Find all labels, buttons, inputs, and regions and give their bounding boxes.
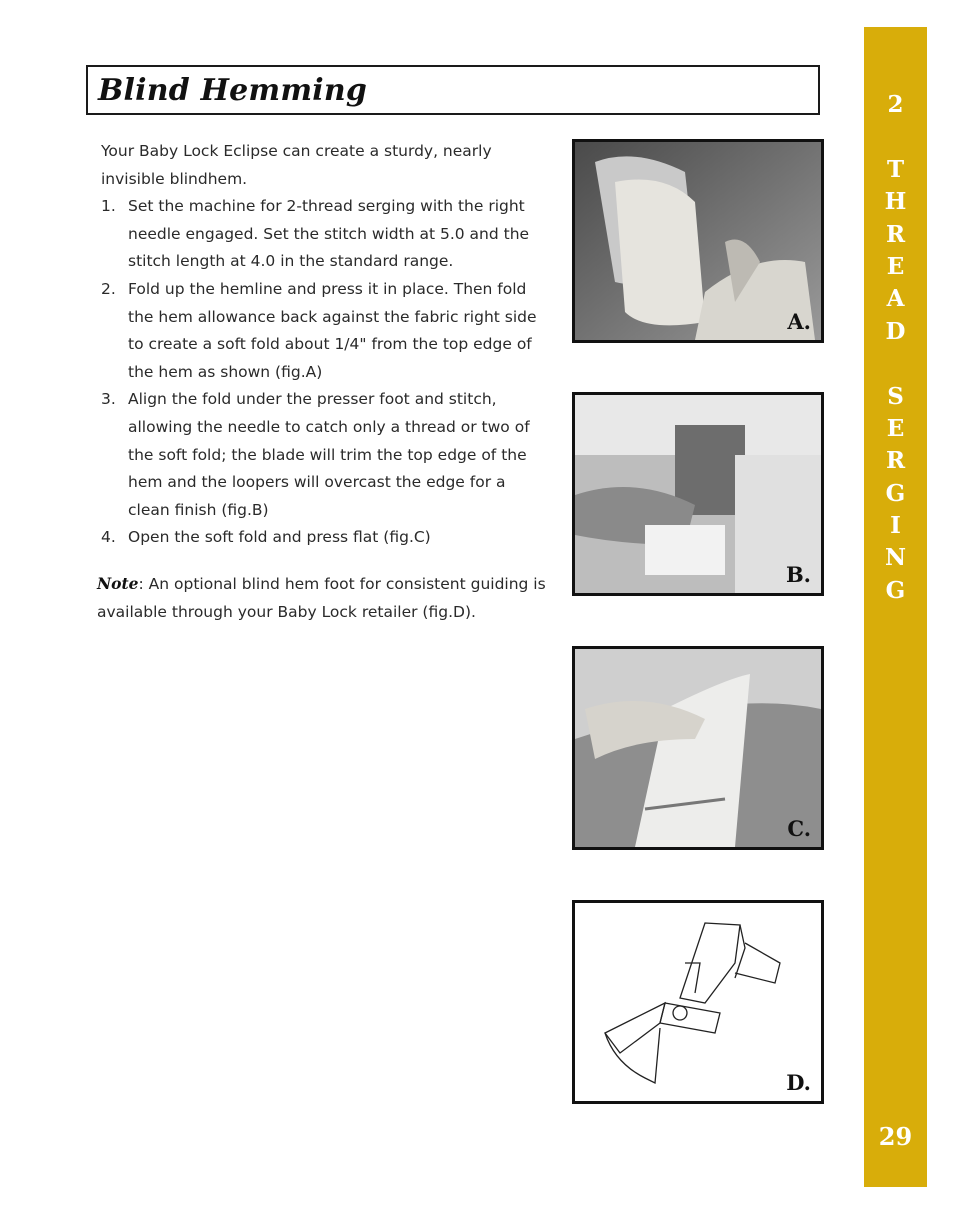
chapter-tab (864, 27, 927, 1187)
chapter-letter (864, 348, 927, 380)
chapter-letter: R (885, 220, 906, 248)
step-text: Fold up the hemline and press it in place. Then fold the hem allowance back against the fabric right side to create a soft fold about 1/4" from the top edge of the hem as shown (fig.A) (128, 279, 537, 381)
figure-c (572, 646, 824, 850)
step-number: 2. (101, 279, 116, 298)
chapter-title-vertical (864, 89, 927, 607)
step-number: 3. (101, 390, 116, 409)
page-title: Blind Hemming (98, 73, 368, 108)
page-number: 29 (878, 1122, 913, 1151)
serging-machine-photo (575, 395, 821, 593)
figure-a (572, 139, 824, 343)
chapter-letter: G (885, 576, 906, 604)
step-text: Set the machine for 2-thread serging with the right needle engaged. Set the stitch width at 5.0 and the stitch length at 4.0 in the standard range. (128, 197, 530, 271)
step-text: Open the soft fold and press flat (fig.C) (128, 528, 431, 547)
step-number: 1. (101, 197, 116, 216)
chapter-letter: H (884, 188, 907, 216)
chapter-letter: I (890, 512, 901, 540)
chapter-letter: S (887, 382, 904, 410)
chapter-letter: G (885, 479, 906, 507)
list-item (101, 524, 546, 552)
intro-text: Your Baby Lock Eclipse can create a sturdy, nearly invisible blindhem. (101, 142, 492, 188)
chapter-letter: A (886, 285, 905, 313)
note-label: Note (97, 574, 139, 593)
figure-label: C. (787, 816, 811, 841)
chapter-letter: N (884, 544, 907, 572)
chapter-letter: E (886, 414, 905, 442)
figure-d (572, 900, 824, 1104)
figure-label: B. (785, 562, 811, 587)
title-box (86, 65, 820, 115)
step-number: 4. (101, 528, 116, 547)
chapter-letter: E (886, 252, 905, 280)
blind-hem-foot-drawing (575, 903, 821, 1101)
figure-label: D. (786, 1070, 811, 1095)
list-item (101, 193, 546, 276)
note-text: : An optional blind hem foot for consistent guiding is available through your Baby Lock retailer (fig.D). (97, 575, 546, 621)
chapter-letter: R (885, 447, 906, 475)
figure-label: A. (787, 309, 811, 334)
fabric-fold-photo (575, 142, 821, 340)
note-paragraph (97, 570, 547, 626)
chapter-letter: 2 (887, 91, 904, 118)
chapter-letter: T (886, 155, 905, 183)
step-list (101, 193, 546, 552)
figure-b (572, 392, 824, 596)
chapter-letter (864, 121, 927, 153)
step-text: Align the fold under the presser foot and stitch, allowing the needle to catch only a thread or two of the soft fold; the blade will trim the top edge of the hem and the loopers will overcast the edge for a clean finish (fig.B) (128, 390, 530, 519)
list-item (101, 386, 546, 524)
pressed-hem-photo (575, 649, 821, 847)
chapter-letter: D (885, 317, 906, 345)
list-item (101, 276, 546, 386)
instructions (101, 138, 546, 552)
